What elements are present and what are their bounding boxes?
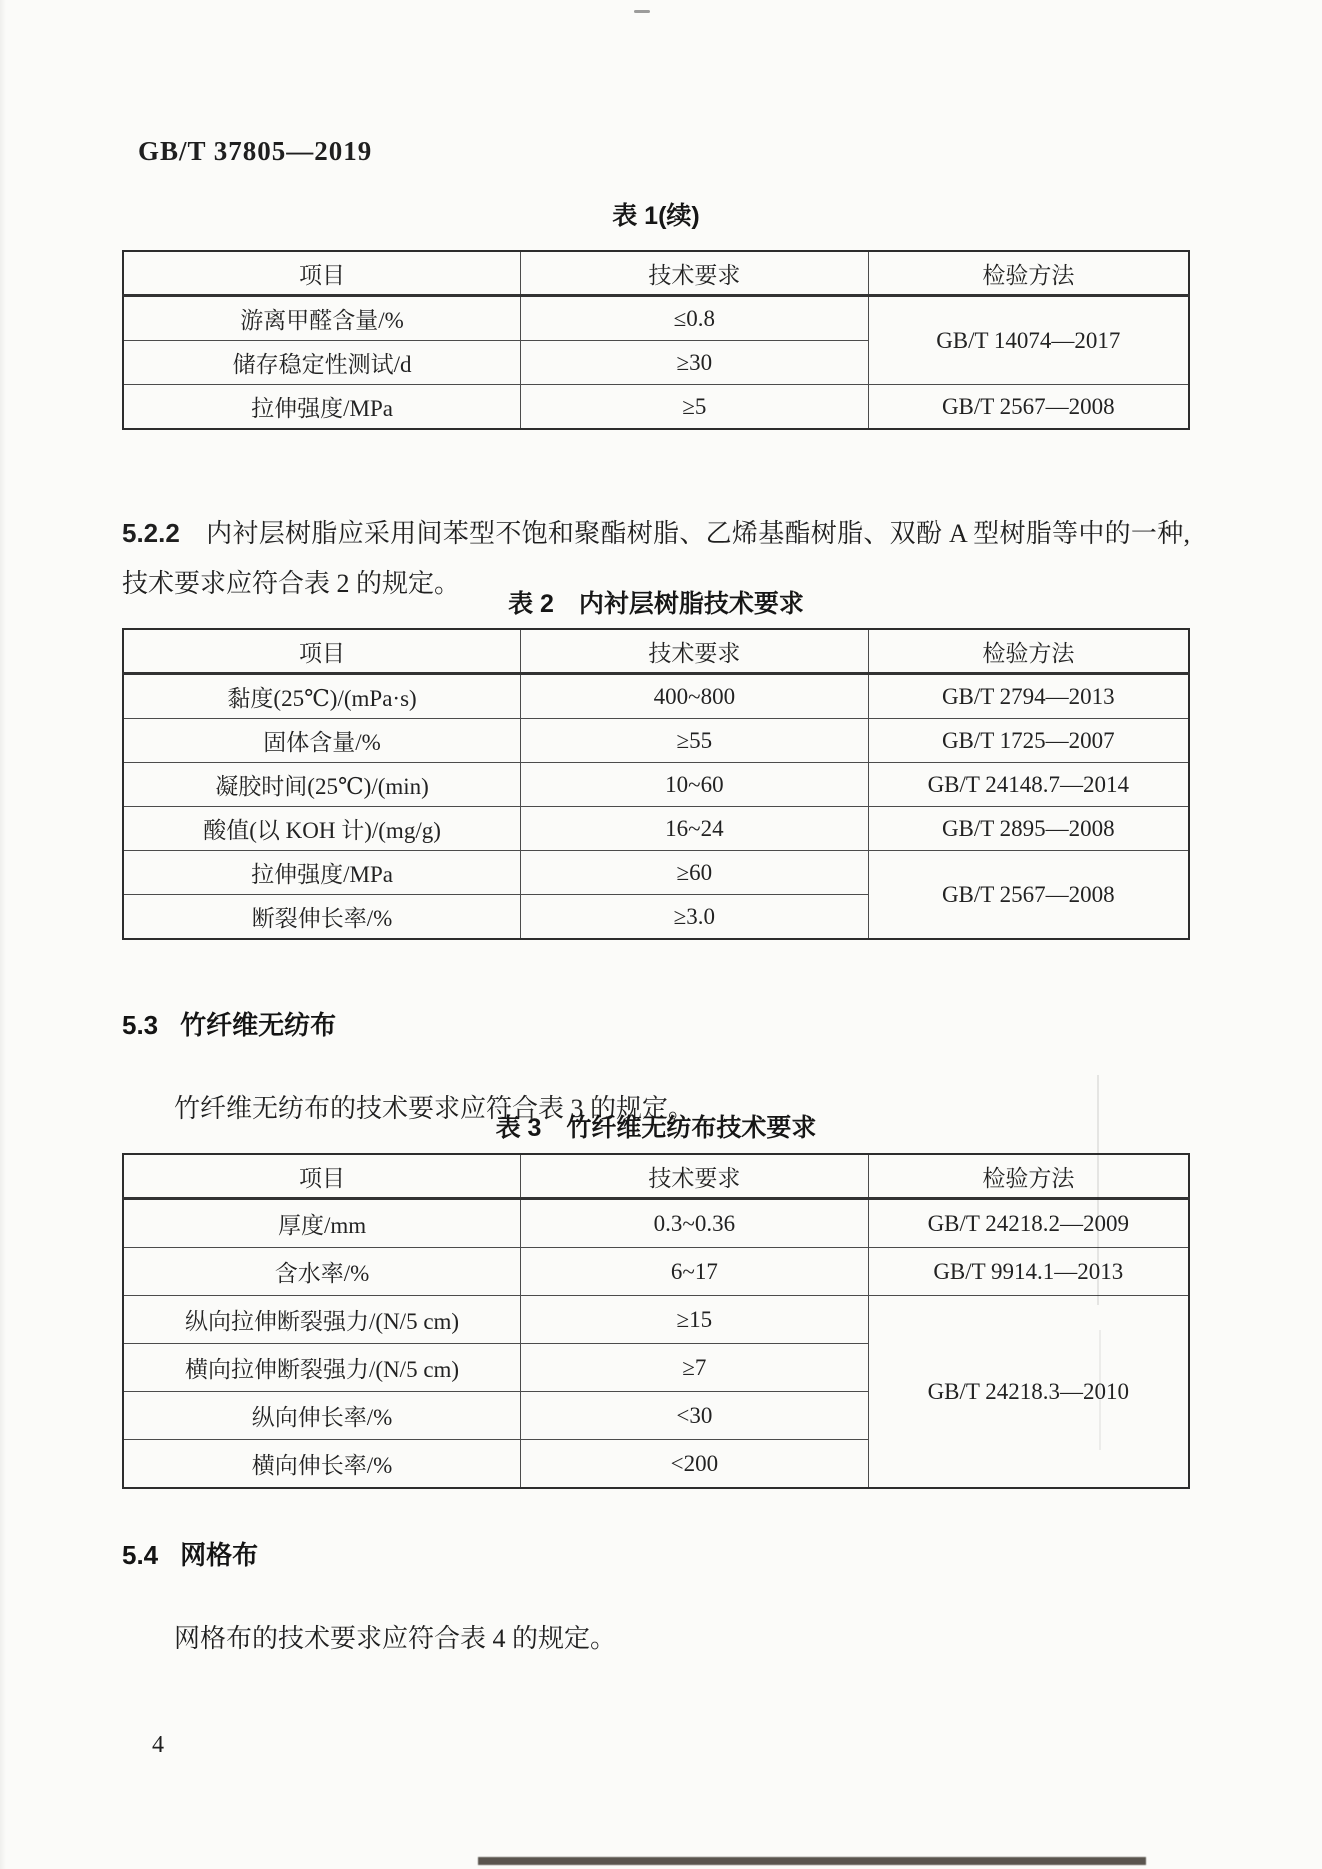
section-heading-5-3 [122, 1005, 336, 1042]
table-cell: 拉伸强度/MPa [123, 385, 521, 430]
table-cell: 游离甲醛含量/% [123, 296, 521, 341]
table-row [123, 807, 1189, 851]
column-header: 技术要求 [521, 251, 869, 296]
table-cell: 凝胶时间(25℃)/(min) [123, 763, 521, 807]
section-title: 竹纤维无纺布 [180, 1010, 337, 1040]
table-cell: 含水率/% [123, 1248, 521, 1296]
table-row [123, 296, 1189, 341]
table-cell: 10~60 [521, 763, 869, 807]
column-header: 项目 [123, 251, 521, 296]
table-cell: ≥3.0 [521, 895, 869, 940]
table-cell: GB/T 24148.7—2014 [868, 763, 1189, 807]
table-cell: 酸值(以 KOH 计)/(mg/g) [123, 807, 521, 851]
section-number: 5.4 [122, 1540, 159, 1570]
table-row [123, 1248, 1189, 1296]
table-cell: 400~800 [521, 674, 869, 719]
table-cell: 纵向伸长率/% [123, 1392, 521, 1440]
paragraph-5-3: 竹纤维无纺布的技术要求应符合表 3 的规定。 [174, 1094, 695, 1123]
table-cell: GB/T 14074—2017 [868, 296, 1189, 385]
header-row [123, 251, 1189, 296]
table-cell: 横向拉伸断裂强力/(N/5 cm) [123, 1344, 521, 1392]
table-cell: 横向伸长率/% [123, 1440, 521, 1489]
table-cell: 6~17 [521, 1248, 869, 1296]
column-header: 项目 [123, 629, 521, 674]
table-cell: ≤0.8 [521, 296, 869, 341]
column-header: 技术要求 [521, 629, 869, 674]
table-cell: 断裂伸长率/% [123, 895, 521, 940]
scan-artifact-bottom-bar [478, 1857, 1146, 1865]
table-cell: 储存稳定性测试/d [123, 341, 521, 385]
clause-text: 内衬层树脂应采用间苯型不饱和聚酯树脂、乙烯基酯树脂、双酚 A 型树脂等中的一种,技术要求应符合表 2 的规定。 [122, 519, 1190, 598]
scan-artifact-edge-shadow [0, 0, 6, 1869]
table-cell: 黏度(25℃)/(mPa·s) [123, 674, 521, 719]
section-heading-5-4 [122, 1535, 258, 1572]
column-header: 检验方法 [868, 1154, 1189, 1199]
table1-caption: 表 1(续) [612, 202, 700, 230]
table3-bamboo-nonwoven [122, 1153, 1190, 1489]
table-row [123, 1199, 1189, 1248]
table-row [123, 763, 1189, 807]
table-cell: 厚度/mm [123, 1199, 521, 1248]
table-cell: ≥5 [521, 385, 869, 430]
table-cell: 纵向拉伸断裂强力/(N/5 cm) [123, 1296, 521, 1344]
table2-caption: 表 2 内衬层树脂技术要求 [508, 590, 804, 618]
table-cell: GB/T 2567—2008 [868, 385, 1189, 430]
column-header: 项目 [123, 1154, 521, 1199]
table-row [123, 851, 1189, 895]
table-row [123, 674, 1189, 719]
table-cell: GB/T 24218.3—2010 [868, 1296, 1189, 1489]
table-cell: 拉伸强度/MPa [123, 851, 521, 895]
table-cell: <200 [521, 1440, 869, 1489]
table-cell: GB/T 1725—2007 [868, 719, 1189, 763]
table-row [123, 719, 1189, 763]
clause-number: 5.2.2 [122, 518, 180, 548]
table-row [123, 385, 1189, 430]
scan-artifact-top-dash [634, 10, 650, 13]
column-header: 检验方法 [868, 629, 1189, 674]
table-cell: GB/T 2567—2008 [868, 851, 1189, 940]
table-row [123, 1296, 1189, 1344]
page-number: 4 [152, 1732, 164, 1758]
table-cell: ≥30 [521, 341, 869, 385]
column-header: 技术要求 [521, 1154, 869, 1199]
section-title: 网格布 [180, 1540, 259, 1570]
table-cell: GB/T 9914.1—2013 [868, 1248, 1189, 1296]
paragraph-5-4: 网格布的技术要求应符合表 4 的规定。 [174, 1624, 617, 1653]
table-cell: 16~24 [521, 807, 869, 851]
table-cell: 固体含量/% [123, 719, 521, 763]
column-header: 检验方法 [868, 251, 1189, 296]
standard-number-header: GB/T 37805—2019 [138, 136, 373, 166]
header-row [123, 1154, 1189, 1199]
table2-inner-liner-resin [122, 628, 1190, 940]
table-cell: GB/T 2794—2013 [868, 674, 1189, 719]
table-cell: ≥60 [521, 851, 869, 895]
table-cell: GB/T 2895—2008 [868, 807, 1189, 851]
table-cell: ≥15 [521, 1296, 869, 1344]
table-cell: GB/T 24218.2—2009 [868, 1199, 1189, 1248]
table1-requirements [122, 250, 1190, 430]
table-cell: ≥7 [521, 1344, 869, 1392]
table-cell: 0.3~0.36 [521, 1199, 869, 1248]
table-cell: <30 [521, 1392, 869, 1440]
header-row [123, 629, 1189, 674]
table3-caption: 表 3 竹纤维无纺布技术要求 [495, 1114, 817, 1142]
section-number: 5.3 [122, 1010, 159, 1040]
table-cell: ≥55 [521, 719, 869, 763]
